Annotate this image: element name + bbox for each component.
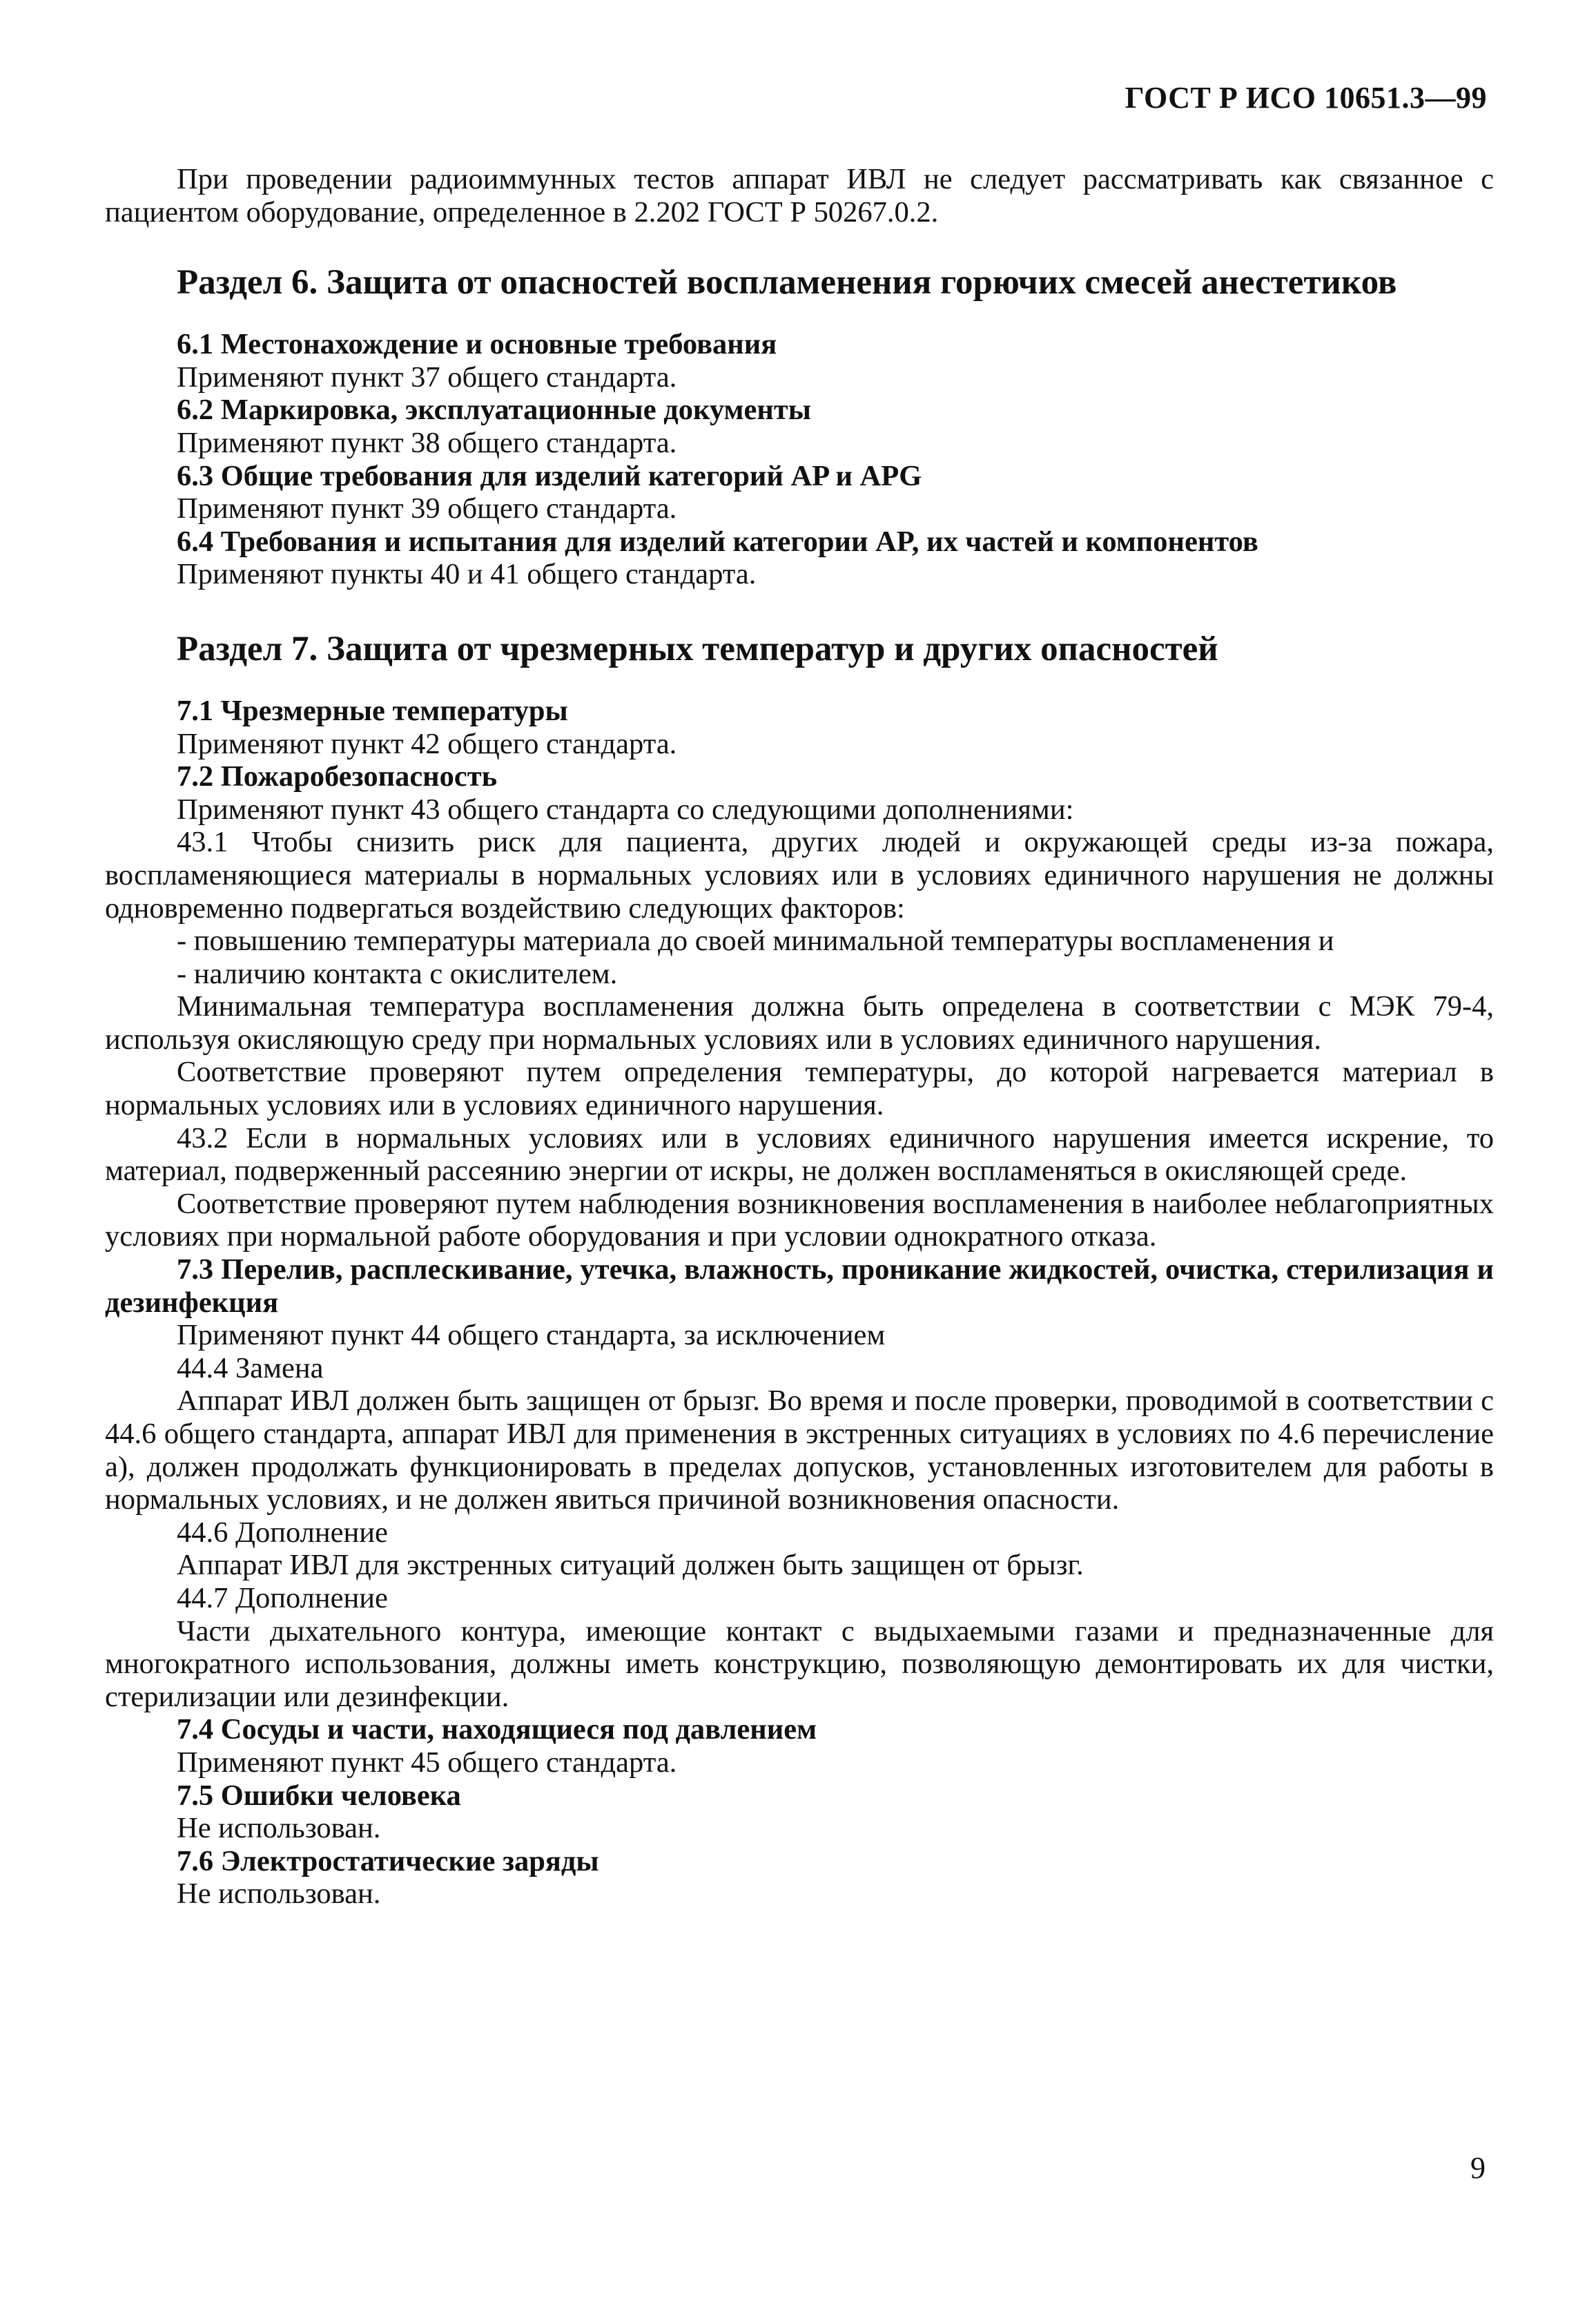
subsection-7-1-text: Применяют пункт 42 общего стандарта.: [177, 727, 677, 760]
list-item: - повышению температуры материала до своей минимальной температуры воспламенения и: [177, 925, 1334, 958]
subsection-6-2-title: 6.2 Маркировка, эксплуатационные документы: [177, 394, 811, 427]
paragraph-43-1: 43.1 Чтобы снизить риск для пациента, других людей и окружающей среды из-за пожара, воспламеняющиеся материалы в нормальных условиях или в условиях единичного нарушения не должны одновременно подвергаться воздействию следующих факторов:: [105, 826, 1494, 925]
subsection-6-4-text: Применяют пункты 40 и 41 общего стандарта.: [177, 558, 757, 591]
subsection-6-1-title: 6.1 Местонахождение и основные требования: [177, 328, 777, 361]
paragraph-43-2: 43.2 Если в нормальных условиях или в условиях единичного нарушения имеется искрение, то материал, подверженный рассеянию энергии от искры, не должен воспламеняться в окисляющей среде.: [105, 1121, 1494, 1188]
section-6-title: Раздел 6. Защита от опасностей воспламенения горючих смесей анестетиков: [177, 263, 1397, 302]
subsection-7-2-title: 7.2 Пожаробезопасность: [177, 760, 498, 793]
page-number: 9: [1470, 2151, 1486, 2185]
document-code-header: ГОСТ Р ИСО 10651.3—99: [1125, 81, 1487, 115]
section-7-title: Раздел 7. Защита от чрезмерных температур и других опасностей: [177, 629, 1218, 668]
document-body: [105, 163, 1494, 1911]
paragraph-44-6-text: Аппарат ИВЛ для экстренных ситуаций должен быть защищен от брызг.: [177, 1549, 1084, 1582]
subsection-6-3-text: Применяют пункт 39 общего стандарта.: [177, 492, 677, 525]
list-item: - наличию контакта с окислителем.: [177, 957, 618, 990]
paragraph-44-7-heading: 44.7 Дополнение: [177, 1581, 388, 1614]
paragraph-compliance-2: Соответствие проверяют путем наблюдения возникновения воспламенения в наиболее неблагоприятных условиях при нормальной работе оборудования и при условии однократного отказа.: [105, 1187, 1494, 1253]
paragraph-44-6-heading: 44.6 Дополнение: [177, 1516, 388, 1549]
subsection-7-3-intro: Применяют пункт 44 общего стандарта, за исключением: [177, 1319, 886, 1352]
subsection-7-4-title: 7.4 Сосуды и части, находящиеся под давлением: [177, 1713, 817, 1746]
subsection-7-6-text: Не использован.: [177, 1877, 381, 1911]
subsection-6-4-title: 6.4 Требования и испытания для изделий категории AP, их частей и компонентов: [177, 525, 1258, 558]
paragraph-compliance-1: Соответствие проверяют путем определения температуры, до которой нагревается материал в нормальных условиях или в условиях единичного нарушения.: [105, 1056, 1494, 1122]
subsection-7-5-title: 7.5 Ошибки человека: [177, 1779, 461, 1812]
subsection-7-3-title: 7.3 Перелив, расплескивание, утечка, влажность, проникание жидкостей, очистка, стерилизация и дезинфекция: [105, 1253, 1494, 1319]
subsection-7-2-intro: Применяют пункт 43 общего стандарта со следующими дополнениями:: [177, 793, 1074, 826]
subsection-7-1-title: 7.1 Чрезмерные температуры: [177, 694, 568, 727]
paragraph-44-4-text: Аппарат ИВЛ должен быть защищен от брызг. Во время и после проверки, проводимой в соответствии с 44.6 общего стандарта, аппарат ИВЛ для применения в экстренных ситуациях в условиях по 4.6 перечисление а), должен продолжать функционировать в пределах допусков, установленных изготовителем для работы в нормальных условиях, и не должен явиться причиной возникновения опасности.: [105, 1384, 1494, 1516]
subsection-7-5-text: Не использован.: [177, 1812, 381, 1845]
subsection-6-1-text: Применяют пункт 37 общего стандарта.: [177, 360, 677, 394]
paragraph-44-4-heading: 44.4 Замена: [177, 1351, 324, 1384]
intro-paragraph: При проведении радиоиммунных тестов аппарат ИВЛ не следует рассматривать как связанное с пациентом оборудование, определенное в 2.202 ГОСТ Р 50267.0.2.: [105, 163, 1494, 229]
subsection-6-3-title: 6.3 Общие требования для изделий категорий AP и APG: [177, 459, 922, 492]
paragraph-min-temperature: Минимальная температура воспламенения должна быть определена в соответствии с МЭК 79-4, используя окисляющую среду при нормальных условиях или в условиях единичного нарушения.: [105, 990, 1494, 1056]
subsection-6-2-text: Применяют пункт 38 общего стандарта.: [177, 426, 677, 459]
subsection-7-6-title: 7.6 Электростатические заряды: [177, 1844, 599, 1877]
paragraph-44-7-text: Части дыхательного контура, имеющие контакт с выдыхаемыми газами и предназначенные для многократного использования, должны иметь конструкцию, позволяющую демонтировать их для чистки, стерилизации или дезинфекции.: [105, 1614, 1494, 1713]
subsection-7-4-text: Применяют пункт 45 общего стандарта.: [177, 1746, 677, 1779]
